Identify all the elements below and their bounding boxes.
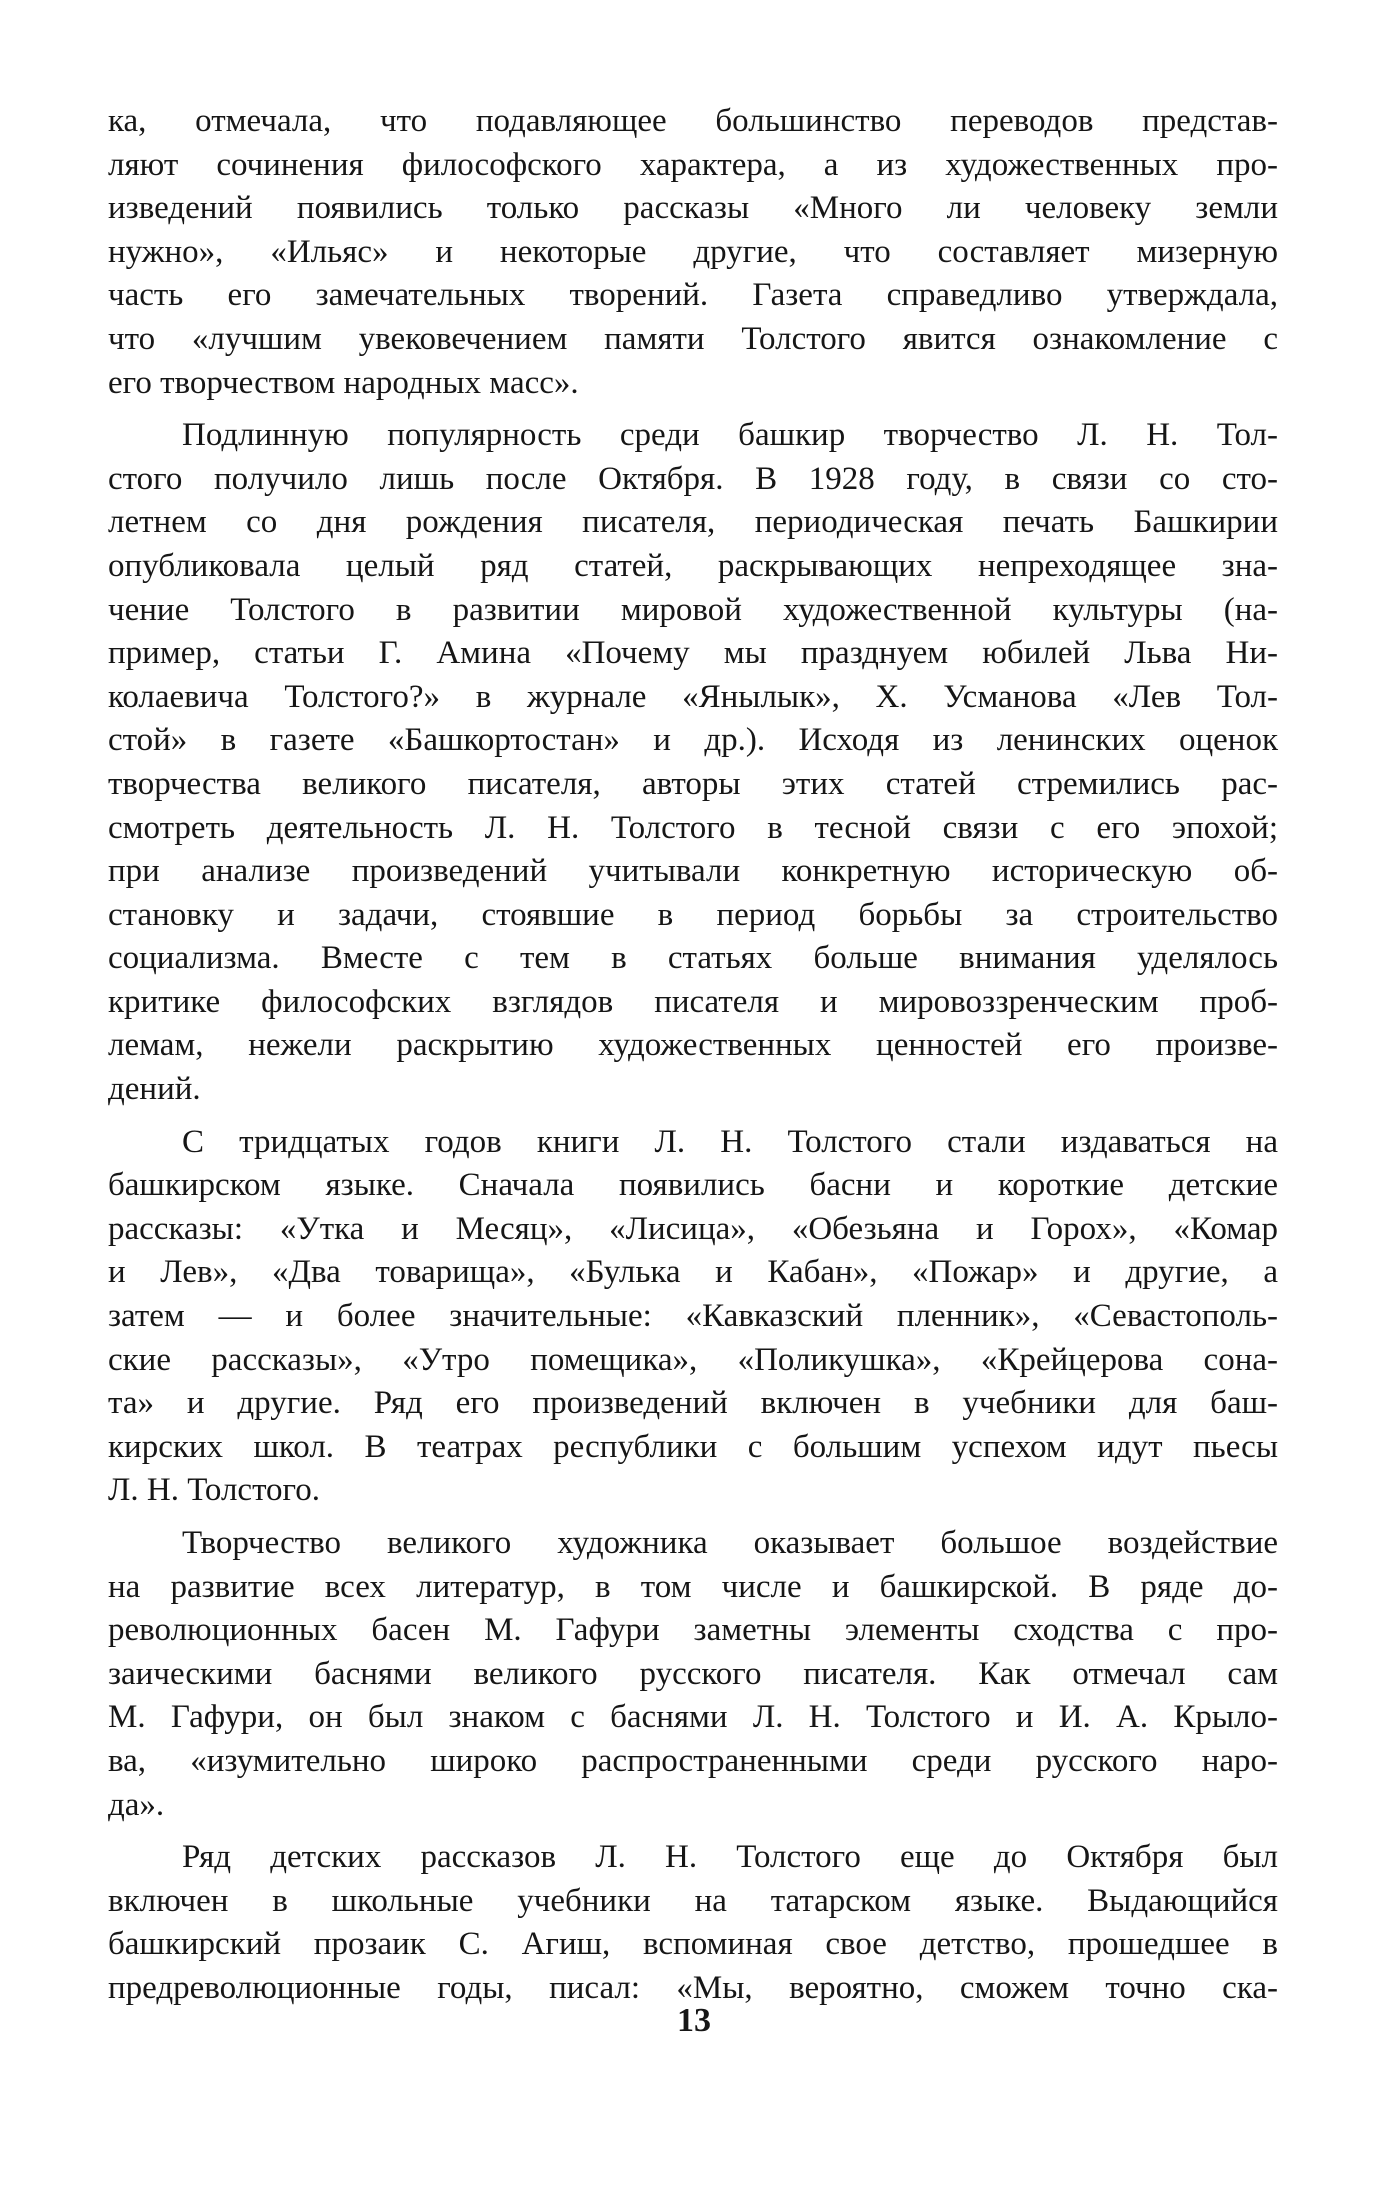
- text-line: ка, отмечала, что подавляющее большинство переводов представ-: [108, 103, 1278, 139]
- text-line: предреволюционные годы, писал: «Мы, вероятно, сможем точно ска-: [108, 1969, 1278, 2006]
- text-line: на развитие всех литератур, в том числе и башкирской. В ряде до-: [108, 1568, 1278, 1605]
- paragraph-1: [108, 100, 1278, 405]
- text-line: и Лев», «Два товарища», «Булька и Кабан», «Пожар» и другие, а: [108, 1254, 1278, 1291]
- text-line: С тридцатых годов книги Л. Н. Толстого стали издаваться на: [182, 1123, 1278, 1160]
- paragraph-3: [108, 1121, 1278, 1513]
- text-line: Творчество великого художника оказывает большое воздействие: [182, 1525, 1278, 1561]
- text-line: ва, «изумительно широко распространенными среди русского наро-: [108, 1742, 1278, 1779]
- text-line: включен в школьные учебники на татарском языке. Выдающийся: [108, 1882, 1278, 1919]
- text-line: кирских школ. В театрах республики с большим успехом идут пьесы: [108, 1428, 1278, 1465]
- text-line: ляют сочинения философского характера, а из художественных про-: [108, 146, 1278, 183]
- text-line: стой» в газете «Башкортостан» и др.). Исходя из ленинских оценок: [108, 722, 1278, 759]
- text-line: башкирском языке. Сначала появились басни и короткие детские: [108, 1167, 1278, 1204]
- page-body: [108, 100, 1278, 2020]
- text-line: Ряд детских рассказов Л. Н. Толстого еще до Октября был: [182, 1839, 1278, 1876]
- paragraph-4: [108, 1522, 1278, 1827]
- text-line: становку и задачи, стоявшие в период борьбы за строительство: [108, 896, 1278, 933]
- text-line: затем — и более значительные: «Кавказский пленник», «Севастополь-: [108, 1298, 1278, 1335]
- text-line: Подлинную популярность среди башкир творчество Л. Н. Тол-: [182, 417, 1278, 454]
- text-line: его творчеством народных масс».: [108, 364, 579, 401]
- text-line: что «лучшим увековечением памяти Толстого явится ознакомление с: [108, 320, 1278, 357]
- page-number: 13: [677, 2002, 711, 2039]
- paragraph-2: [108, 414, 1278, 1112]
- text-line: революционных басен М. Гафури заметны элементы сходства с про-: [108, 1612, 1278, 1649]
- text-line: заическими баснями великого русского писателя. Как отмечал сам: [108, 1655, 1278, 1692]
- text-line: часть его замечательных творений. Газета справедливо утверждала,: [108, 277, 1278, 314]
- text-line: рассказы: «Утка и Месяц», «Лисица», «Обезьяна и Горох», «Комар: [108, 1210, 1278, 1247]
- text-line: социализма. Вместе с тем в статьях больше внимания уделялось: [108, 940, 1278, 977]
- text-line: дений.: [108, 1071, 201, 1108]
- text-line: лемам, нежели раскрытию художественных ценностей его произве-: [108, 1027, 1278, 1064]
- text-line: колаевича Толстого?» в журнале «Янылык», Х. Усманова «Лев Тол-: [108, 678, 1278, 715]
- text-line: ские рассказы», «Утро помещика», «Поликушка», «Крейцерова сона-: [108, 1341, 1278, 1378]
- text-line: да».: [108, 1786, 165, 1823]
- text-line: стого получило лишь после Октября. В 1928 году, в связи со сто-: [108, 460, 1278, 497]
- text-line: та» и другие. Ряд его произведений включен в учебники для баш-: [108, 1385, 1278, 1422]
- text-line: Л. Н. Толстого.: [108, 1472, 321, 1509]
- text-line: критике философских взглядов писателя и мировоззренческим проб-: [108, 983, 1278, 1020]
- text-line: пример, статьи Г. Амина «Почему мы празднуем юбилей Льва Ни-: [108, 635, 1278, 672]
- text-line: нужно», «Ильяс» и некоторые другие, что составляет мизерную: [108, 233, 1278, 270]
- text-line: творчества великого писателя, авторы этих статей стремились рас-: [108, 765, 1278, 802]
- paragraph-5: [108, 1836, 1278, 2010]
- text-line: при анализе произведений учитывали конкретную историческую об-: [108, 853, 1278, 890]
- text-line: башкирский прозаик С. Агиш, вспоминая свое детство, прошедшее в: [108, 1926, 1278, 1963]
- text-line: летнем со дня рождения писателя, периодическая печать Башкирии: [108, 504, 1278, 541]
- text-line: чение Толстого в развитии мировой художественной культуры (на-: [108, 591, 1278, 628]
- text-line: опубликовала целый ряд статей, раскрывающих непреходящее зна-: [108, 547, 1278, 584]
- text-line: М. Гафури, он был знаком с баснями Л. Н. Толстого и И. А. Крыло-: [108, 1699, 1278, 1736]
- text-line: смотреть деятельность Л. Н. Толстого в тесной связи с его эпохой;: [108, 809, 1278, 846]
- text-line: изведений появились только рассказы «Много ли человеку земли: [108, 190, 1278, 227]
